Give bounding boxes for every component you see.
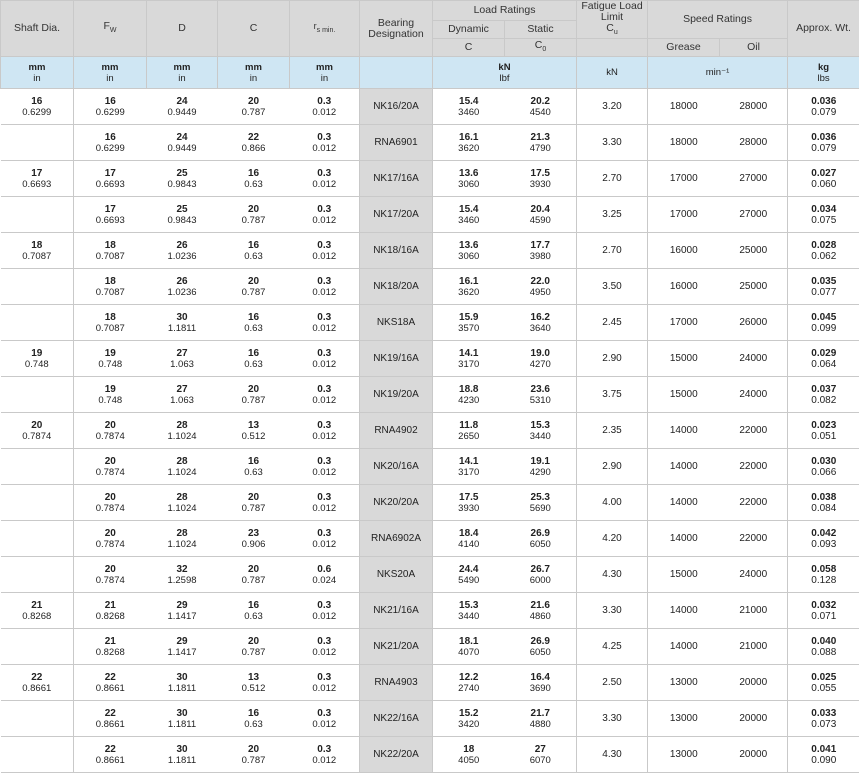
- table-header: [1, 1, 859, 57]
- rs-min-cell: 0.3 0.012: [290, 449, 360, 485]
- bearing-designation-cell: NK22/16A: [360, 701, 433, 737]
- c-cell: 20 0.787: [218, 629, 290, 665]
- bearing-designation-cell: RNA6902A: [360, 521, 433, 557]
- static-load-cell: 26.7 6000: [505, 557, 577, 593]
- d-cell: 28 1.1024: [147, 521, 218, 557]
- rs-min-cell: 0.3 0.012: [290, 593, 360, 629]
- header-load-ratings: Load Ratings: [433, 1, 577, 21]
- bearing-designation-cell: NK17/16A: [360, 161, 433, 197]
- weight-cell: 0.027 0.060: [788, 161, 859, 197]
- fw-cell: 21 0.8268: [74, 593, 147, 629]
- dynamic-load-cell: 13.6 3060: [433, 161, 505, 197]
- fw-cell: 22 0.8661: [74, 665, 147, 701]
- bearing-designation-cell: NK18/16A: [360, 233, 433, 269]
- grease-speed-cell: 16000: [648, 269, 720, 305]
- units-row-group: [1, 57, 859, 89]
- dynamic-load-cell: 15.9 3570: [433, 305, 505, 341]
- dynamic-load-cell: 14.1 3170: [433, 449, 505, 485]
- units-row: [1, 57, 859, 89]
- grease-speed-cell: 14000: [648, 629, 720, 665]
- shaft-dia-cell: [1, 485, 74, 521]
- table-row: [1, 665, 859, 701]
- bearing-designation-cell: NKS20A: [360, 557, 433, 593]
- fatigue-limit-cell: 2.35: [577, 413, 648, 449]
- weight-cell: 0.058 0.128: [788, 557, 859, 593]
- shaft-dia-cell: [1, 377, 74, 413]
- shaft-dia-cell: [1, 521, 74, 557]
- static-load-cell: 23.6 5310: [505, 377, 577, 413]
- c-cell: 22 0.866: [218, 125, 290, 161]
- table-row: [1, 521, 859, 557]
- rs-min-cell: 0.3 0.012: [290, 737, 360, 773]
- d-cell: 26 1.0236: [147, 269, 218, 305]
- c-cell: 20 0.787: [218, 377, 290, 413]
- header-oil: Oil: [720, 39, 788, 57]
- dynamic-load-cell: 18 4050: [433, 737, 505, 773]
- dynamic-load-cell: 14.1 3170: [433, 341, 505, 377]
- static-load-cell: 19.1 4290: [505, 449, 577, 485]
- shaft-dia-cell: 22 0.8661: [1, 665, 74, 701]
- fatigue-limit-cell: 2.45: [577, 305, 648, 341]
- shaft-dia-cell: [1, 557, 74, 593]
- rs-min-cell: 0.3 0.012: [290, 701, 360, 737]
- fatigue-limit-cell: 3.20: [577, 89, 648, 125]
- bearing-designation-cell: NKS18A: [360, 305, 433, 341]
- d-cell: 26 1.0236: [147, 233, 218, 269]
- oil-speed-cell: 28000: [720, 125, 788, 161]
- oil-speed-cell: 25000: [720, 233, 788, 269]
- rs-min-cell: 0.3 0.012: [290, 89, 360, 125]
- fw-cell: 18 0.7087: [74, 305, 147, 341]
- grease-speed-cell: 15000: [648, 557, 720, 593]
- d-cell: 28 1.1024: [147, 449, 218, 485]
- oil-speed-cell: 24000: [720, 557, 788, 593]
- grease-speed-cell: 14000: [648, 449, 720, 485]
- weight-cell: 0.033 0.073: [788, 701, 859, 737]
- weight-cell: 0.023 0.051: [788, 413, 859, 449]
- table-row: [1, 269, 859, 305]
- fw-cell: 20 0.7874: [74, 449, 147, 485]
- rs-min-cell: 0.3 0.012: [290, 485, 360, 521]
- c-cell: 20 0.787: [218, 89, 290, 125]
- shaft-dia-cell: [1, 125, 74, 161]
- fatigue-limit-cell: 2.70: [577, 233, 648, 269]
- fw-cell: 19 0.748: [74, 377, 147, 413]
- c-cell: 23 0.906: [218, 521, 290, 557]
- bearing-designation-cell: RNA4903: [360, 665, 433, 701]
- static-load-cell: 20.4 4590: [505, 197, 577, 233]
- shaft-dia-cell: 21 0.8268: [1, 593, 74, 629]
- oil-speed-cell: 25000: [720, 269, 788, 305]
- bearing-designation-cell: NK20/16A: [360, 449, 433, 485]
- c-cell: 16 0.63: [218, 233, 290, 269]
- shaft-dia-cell: 16 0.6299: [1, 89, 74, 125]
- header-d: D: [147, 1, 218, 57]
- weight-cell: 0.036 0.079: [788, 89, 859, 125]
- unit-weight: kg lbs: [788, 57, 859, 89]
- fatigue-limit-cell: 3.30: [577, 701, 648, 737]
- c-cell: 16 0.63: [218, 305, 290, 341]
- fatigue-limit-cell: 4.00: [577, 485, 648, 521]
- fw-cell: 20 0.7874: [74, 557, 147, 593]
- oil-speed-cell: 27000: [720, 161, 788, 197]
- dynamic-load-cell: 15.2 3420: [433, 701, 505, 737]
- c-cell: 16 0.63: [218, 341, 290, 377]
- table-row: [1, 125, 859, 161]
- oil-speed-cell: 22000: [720, 449, 788, 485]
- rs-min-cell: 0.3 0.012: [290, 197, 360, 233]
- grease-speed-cell: 17000: [648, 197, 720, 233]
- grease-speed-cell: 17000: [648, 161, 720, 197]
- header-bearing-designation: Bearing Designation: [360, 1, 433, 57]
- grease-speed-cell: 16000: [648, 233, 720, 269]
- oil-speed-cell: 26000: [720, 305, 788, 341]
- header-c: C: [218, 1, 290, 57]
- rs-min-cell: 0.3 0.012: [290, 233, 360, 269]
- rs-min-cell: 0.3 0.012: [290, 341, 360, 377]
- header-static: Static: [505, 21, 577, 39]
- data-rows: [1, 89, 859, 773]
- c-cell: 20 0.787: [218, 557, 290, 593]
- grease-speed-cell: 15000: [648, 377, 720, 413]
- rs-min-cell: 0.3 0.012: [290, 629, 360, 665]
- static-load-cell: 16.2 3640: [505, 305, 577, 341]
- dynamic-load-cell: 13.6 3060: [433, 233, 505, 269]
- grease-speed-cell: 13000: [648, 701, 720, 737]
- table-row: [1, 197, 859, 233]
- table-row: [1, 593, 859, 629]
- weight-cell: 0.025 0.055: [788, 665, 859, 701]
- c-cell: 13 0.512: [218, 665, 290, 701]
- header-fw: $F_W$: [74, 1, 147, 57]
- weight-cell: 0.038 0.084: [788, 485, 859, 521]
- table-row: [1, 449, 859, 485]
- oil-speed-cell: 22000: [720, 485, 788, 521]
- rs-min-cell: 0.3 0.012: [290, 665, 360, 701]
- bearing-designation-cell: NK22/20A: [360, 737, 433, 773]
- rs-min-cell: 0.6 0.024: [290, 557, 360, 593]
- weight-cell: 0.042 0.093: [788, 521, 859, 557]
- fw-cell: 21 0.8268: [74, 629, 147, 665]
- d-cell: 32 1.2598: [147, 557, 218, 593]
- fatigue-limit-cell: 3.30: [577, 593, 648, 629]
- fatigue-limit-cell: 4.20: [577, 521, 648, 557]
- static-load-cell: 17.7 3980: [505, 233, 577, 269]
- unit-fatigue: kN: [577, 57, 648, 89]
- unit-speed: min⁻¹: [648, 57, 788, 89]
- weight-cell: 0.045 0.099: [788, 305, 859, 341]
- static-load-cell: 15.3 3440: [505, 413, 577, 449]
- bearing-designation-cell: NK19/16A: [360, 341, 433, 377]
- static-load-cell: 16.4 3690: [505, 665, 577, 701]
- d-cell: 29 1.1417: [147, 593, 218, 629]
- d-cell: 27 1.063: [147, 377, 218, 413]
- fatigue-limit-cell: 4.30: [577, 737, 648, 773]
- dynamic-load-cell: 24.4 5490: [433, 557, 505, 593]
- grease-speed-cell: 18000: [648, 125, 720, 161]
- static-load-cell: 21.7 4880: [505, 701, 577, 737]
- grease-speed-cell: 18000: [648, 89, 720, 125]
- grease-speed-cell: 14000: [648, 521, 720, 557]
- fatigue-limit-cell: 3.50: [577, 269, 648, 305]
- static-load-cell: 27 6070: [505, 737, 577, 773]
- table-row: [1, 341, 859, 377]
- bearing-designation-cell: NK17/20A: [360, 197, 433, 233]
- c-cell: 20 0.787: [218, 197, 290, 233]
- weight-cell: 0.029 0.064: [788, 341, 859, 377]
- rs-min-cell: 0.3 0.012: [290, 161, 360, 197]
- d-cell: 24 0.9449: [147, 89, 218, 125]
- d-cell: 28 1.1024: [147, 485, 218, 521]
- weight-cell: 0.037 0.082: [788, 377, 859, 413]
- shaft-dia-cell: [1, 197, 74, 233]
- dynamic-load-cell: 15.4 3460: [433, 89, 505, 125]
- d-cell: 25 0.9843: [147, 161, 218, 197]
- rs-min-cell: 0.3 0.012: [290, 413, 360, 449]
- d-cell: 25 0.9843: [147, 197, 218, 233]
- oil-speed-cell: 24000: [720, 377, 788, 413]
- shaft-dia-cell: 18 0.7087: [1, 233, 74, 269]
- oil-speed-cell: 24000: [720, 341, 788, 377]
- fw-cell: 17 0.6693: [74, 161, 147, 197]
- dynamic-load-cell: 15.4 3460: [433, 197, 505, 233]
- c-cell: 16 0.63: [218, 701, 290, 737]
- static-load-cell: 26.9 6050: [505, 629, 577, 665]
- static-load-cell: 25.3 5690: [505, 485, 577, 521]
- dynamic-load-cell: 15.3 3440: [433, 593, 505, 629]
- header-speed-ratings: Speed Ratings: [648, 1, 788, 39]
- weight-cell: 0.040 0.088: [788, 629, 859, 665]
- oil-speed-cell: 20000: [720, 737, 788, 773]
- bearing-designation-cell: NK21/16A: [360, 593, 433, 629]
- table-row: [1, 233, 859, 269]
- fw-cell: 20 0.7874: [74, 413, 147, 449]
- dynamic-load-cell: 12.2 2740: [433, 665, 505, 701]
- header-rs-min: $r_{s min.}$: [290, 1, 360, 57]
- d-cell: 30 1.1811: [147, 305, 218, 341]
- bearing-designation-cell: NK21/20A: [360, 629, 433, 665]
- header-grease: Grease: [648, 39, 720, 57]
- fw-cell: 18 0.7087: [74, 233, 147, 269]
- dynamic-load-cell: 18.4 4140: [433, 521, 505, 557]
- static-load-cell: 17.5 3930: [505, 161, 577, 197]
- oil-speed-cell: 22000: [720, 413, 788, 449]
- grease-speed-cell: 13000: [648, 737, 720, 773]
- static-load-cell: 20.2 4540: [505, 89, 577, 125]
- shaft-dia-cell: [1, 629, 74, 665]
- d-cell: 30 1.1811: [147, 665, 218, 701]
- d-cell: 28 1.1024: [147, 413, 218, 449]
- bearing-designation-cell: NK16/20A: [360, 89, 433, 125]
- fw-cell: 16 0.6299: [74, 89, 147, 125]
- grease-speed-cell: 13000: [648, 665, 720, 701]
- oil-speed-cell: 28000: [720, 89, 788, 125]
- weight-cell: 0.041 0.090: [788, 737, 859, 773]
- dynamic-load-cell: 17.5 3930: [433, 485, 505, 521]
- dynamic-load-cell: 16.1 3620: [433, 125, 505, 161]
- fw-cell: 22 0.8661: [74, 701, 147, 737]
- unit-shaft: mm in: [1, 57, 74, 89]
- fatigue-limit-cell: 3.25: [577, 197, 648, 233]
- fatigue-limit-cell: 3.30: [577, 125, 648, 161]
- grease-speed-cell: 14000: [648, 485, 720, 521]
- header-fatigue-load-limit: Fatigue Load Limit $C_u$: [577, 1, 648, 39]
- oil-speed-cell: 21000: [720, 629, 788, 665]
- dynamic-load-cell: 16.1 3620: [433, 269, 505, 305]
- weight-cell: 0.035 0.077: [788, 269, 859, 305]
- header-shaft-dia: Shaft Dia.: [1, 1, 74, 57]
- rs-min-cell: 0.3 0.012: [290, 521, 360, 557]
- table-row: [1, 629, 859, 665]
- oil-speed-cell: 20000: [720, 701, 788, 737]
- c-cell: 13 0.512: [218, 413, 290, 449]
- c-cell: 20 0.787: [218, 737, 290, 773]
- shaft-dia-cell: 19 0.748: [1, 341, 74, 377]
- shaft-dia-cell: 17 0.6693: [1, 161, 74, 197]
- header-dynamic-symbol: C: [433, 39, 505, 57]
- table-row: [1, 701, 859, 737]
- fw-cell: 20 0.7874: [74, 485, 147, 521]
- unit-fw: mm in: [74, 57, 147, 89]
- weight-cell: 0.032 0.071: [788, 593, 859, 629]
- oil-speed-cell: 22000: [720, 521, 788, 557]
- rs-min-cell: 0.3 0.012: [290, 269, 360, 305]
- fw-cell: 19 0.748: [74, 341, 147, 377]
- fatigue-label: Fatigue Load Limit: [581, 0, 642, 23]
- fw-cell: 20 0.7874: [74, 521, 147, 557]
- header-dynamic: Dynamic: [433, 21, 505, 39]
- static-load-cell: 22.0 4950: [505, 269, 577, 305]
- bearing-designation-cell: NK18/20A: [360, 269, 433, 305]
- c-cell: 20 0.787: [218, 269, 290, 305]
- c-cell: 16 0.63: [218, 449, 290, 485]
- fatigue-limit-cell: 4.30: [577, 557, 648, 593]
- weight-cell: 0.030 0.066: [788, 449, 859, 485]
- dynamic-load-cell: 18.1 4070: [433, 629, 505, 665]
- fatigue-limit-cell: 2.70: [577, 161, 648, 197]
- rs-min-cell: 0.3 0.012: [290, 377, 360, 413]
- d-cell: 27 1.063: [147, 341, 218, 377]
- dynamic-load-cell: 18.8 4230: [433, 377, 505, 413]
- unit-rs: mm in: [290, 57, 360, 89]
- weight-cell: 0.036 0.079: [788, 125, 859, 161]
- unit-designation: [360, 57, 433, 89]
- d-cell: 30 1.1811: [147, 737, 218, 773]
- shaft-dia-cell: 20 0.7874: [1, 413, 74, 449]
- fatigue-limit-cell: 3.75: [577, 377, 648, 413]
- fw-cell: 18 0.7087: [74, 269, 147, 305]
- static-load-cell: 26.9 6050: [505, 521, 577, 557]
- static-load-cell: 19.0 4270: [505, 341, 577, 377]
- dynamic-load-cell: 11.8 2650: [433, 413, 505, 449]
- d-cell: 30 1.1811: [147, 701, 218, 737]
- shaft-dia-cell: [1, 449, 74, 485]
- fw-cell: 17 0.6693: [74, 197, 147, 233]
- header-fatigue-blank: [577, 39, 648, 57]
- table-row: [1, 305, 859, 341]
- fatigue-limit-cell: 2.50: [577, 665, 648, 701]
- table-row: [1, 413, 859, 449]
- header-static-symbol: $C_0$: [505, 39, 577, 57]
- bearing-designation-cell: NK19/20A: [360, 377, 433, 413]
- grease-speed-cell: 14000: [648, 413, 720, 449]
- bearing-designation-cell: NK20/20A: [360, 485, 433, 521]
- shaft-dia-cell: [1, 269, 74, 305]
- fatigue-limit-cell: 2.90: [577, 341, 648, 377]
- oil-speed-cell: 21000: [720, 593, 788, 629]
- oil-speed-cell: 27000: [720, 197, 788, 233]
- c-cell: 16 0.63: [218, 593, 290, 629]
- header-approx-weight: Approx. Wt.: [788, 1, 859, 57]
- table-row: [1, 485, 859, 521]
- fw-cell: 16 0.6299: [74, 125, 147, 161]
- table-row: [1, 557, 859, 593]
- d-cell: 29 1.1417: [147, 629, 218, 665]
- c-cell: 20 0.787: [218, 485, 290, 521]
- shaft-dia-cell: [1, 701, 74, 737]
- weight-cell: 0.028 0.062: [788, 233, 859, 269]
- grease-speed-cell: 15000: [648, 341, 720, 377]
- fatigue-limit-cell: 4.25: [577, 629, 648, 665]
- unit-load: kN lbf: [433, 57, 577, 89]
- c-cell: 16 0.63: [218, 161, 290, 197]
- table-row: [1, 89, 859, 125]
- table-row: [1, 377, 859, 413]
- grease-speed-cell: 17000: [648, 305, 720, 341]
- unit-d: mm in: [147, 57, 218, 89]
- grease-speed-cell: 14000: [648, 593, 720, 629]
- fatigue-limit-cell: 2.90: [577, 449, 648, 485]
- bearing-designation-cell: RNA6901: [360, 125, 433, 161]
- table-row: [1, 161, 859, 197]
- bearing-designation-cell: RNA4902: [360, 413, 433, 449]
- oil-speed-cell: 20000: [720, 665, 788, 701]
- static-load-cell: 21.3 4790: [505, 125, 577, 161]
- rs-min-cell: 0.3 0.012: [290, 305, 360, 341]
- static-load-cell: 21.6 4860: [505, 593, 577, 629]
- fw-cell: 22 0.8661: [74, 737, 147, 773]
- shaft-dia-cell: [1, 305, 74, 341]
- d-cell: 24 0.9449: [147, 125, 218, 161]
- weight-cell: 0.034 0.075: [788, 197, 859, 233]
- unit-c: mm in: [218, 57, 290, 89]
- rs-min-cell: 0.3 0.012: [290, 125, 360, 161]
